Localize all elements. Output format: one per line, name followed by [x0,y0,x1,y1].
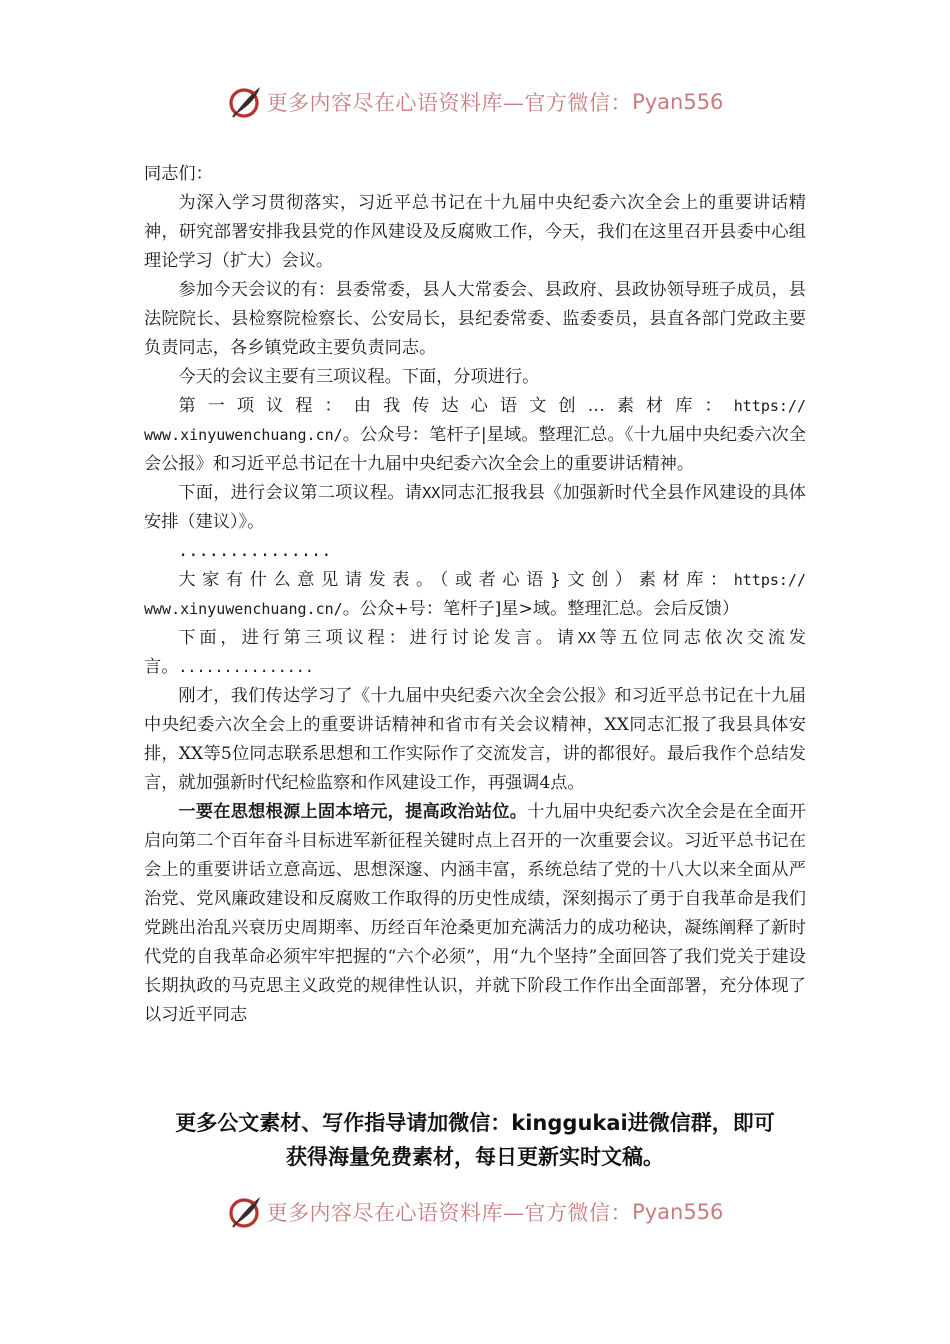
agenda-item-2-xx: XX [422,484,441,502]
banner-wechat-id: Pyan556 [632,1200,724,1224]
quill-circle-logo-icon [227,1194,263,1230]
paragraph-agenda-item-2 [144,479,806,537]
agenda-item-3-text-a: 下面，进行第三项议程：进行讨论发言。请 [178,628,578,648]
paragraph-intro: 为深入学习贯彻落实，习近平总书记在十九届中央纪委六次全会上的重要讲话精神，研究部署安排我县党的作风建设及反腐败工作，今天，我们在这里召开县委中心组理论学习（扩大）会议。 [144,193,806,271]
quill-circle-logo-icon [227,84,263,120]
banner-wechat-id: Pyan556 [632,90,724,114]
paragraph-attendees: 参加今天会议的有：县委常委，县人大常委会、县政府、县政协领导班子成员，县法院院长、县检察院检察长、公安局长，县纪委常委、监委委员，县直各部门党政主要负责同志，各乡镇党政主要负责同志。 [144,280,806,358]
paragraph-agenda-item-1-line1 [144,392,806,421]
feedback-url-part1: https:// [733,571,806,589]
promo-line-2: 获得海量免费素材，每日更新实时文稿。 [286,1145,664,1169]
point-1-text: 十九届中央纪委六次全会是在全面开启向第二个百年奋斗目标进军新征程关键时点上召开的一次重要会议。习近平总书记在会上的重要讲话立意高远、思想深邃、内涵丰富，系统总结了党的十八大以来全面从严治党、党风廉政建设和反腐败工作取得的历史性成绩，深刻揭示了勇于自我革命是我们党跳出治乱兴衰历史周期率、历经百年沧桑更加充满活力的成功秘诀，凝练阐释了新时代党的自我革命必须牢牢把握的“六个必须”，用“九个坚持”全面回答了我们党关于建设长期执政的马克思主义政党的规律性认识，并就下阶段工作作出全面部署，充分体现了以习近平同志 [144,802,806,1025]
agenda-item-1-url-part1: https:// [733,397,806,415]
agenda-item-3-text-b: 等五位同志依次交流发言。 [144,628,806,677]
salutation: 同志们： [144,164,213,184]
agenda-item-1-url-part2: www.xinyuwenchuang.cn/ [144,426,343,444]
document-body [144,160,806,1030]
feedback-text: 大家有什么意见请发表。（或者心语}文创）素材库： [178,570,734,590]
agenda-item-2-text-a: 下面，进行会议第二项议程。请 [178,483,423,503]
paragraph-agenda-item-3 [144,624,806,682]
agenda-item-1-rest-text: 。公众号：笔杆子|星域。整理汇总。《十九届中央纪委六次全会公报》和习近平总书记在十九届中央纪委六次全会上的重要讲话精神。 [144,425,806,474]
promo-line-1: 更多公文素材、写作指导请加微信：kinggukai进微信群，即可 [175,1111,775,1135]
footer-banner [0,1190,950,1234]
paragraph-summary: 刚才，我们传达学习了《十九届中央纪委六次全会公报》和习近平总书记在十九届中央纪委六次全会上的重要讲话精神和省市有关会议精神，XX同志汇报了我县具体安排，XX等5位同志联系思想和工作实际作了交流发言，讲的都很好。最后我作个总结发言，就加强新时代纪检监察和作风建设工作，再强调4点。 [144,686,806,793]
agenda-item-2-text-b: 同志汇报我县《加强新时代全县作风建设的具体安排（建议）》。 [144,483,806,532]
banner-text: 更多内容尽在心语资料库—官方微信： [266,1201,633,1225]
agenda-item-3-dots: ............... [178,658,314,676]
banner-text: 更多内容尽在心语资料库—官方微信： [266,91,633,115]
paragraph-point-1 [144,798,806,1030]
agenda-item-1-text: 第一项议程：由我传达心语文创…素材库： [178,396,734,416]
paragraph-agenda: 今天的会议主要有三项议程。下面，分项进行。 [178,367,540,387]
paragraph-feedback-rest [144,595,806,624]
paragraph-feedback-line1 [144,566,806,595]
paragraph-agenda-item-1-rest [144,421,806,479]
agenda-item-3-xx: XX [577,629,596,647]
feedback-rest-text: 。公众+号：笔杆子]星>域。整理汇总。会后反馈） [342,599,740,619]
header-banner [0,80,950,124]
ellipsis-line: ............... [178,541,332,561]
feedback-url-part2: www.xinyuwenchuang.cn/ [144,600,343,618]
point-1-heading: 一要在思想根源上固本培元，提高政治站位。 [178,802,528,822]
promo-block [0,1106,950,1174]
